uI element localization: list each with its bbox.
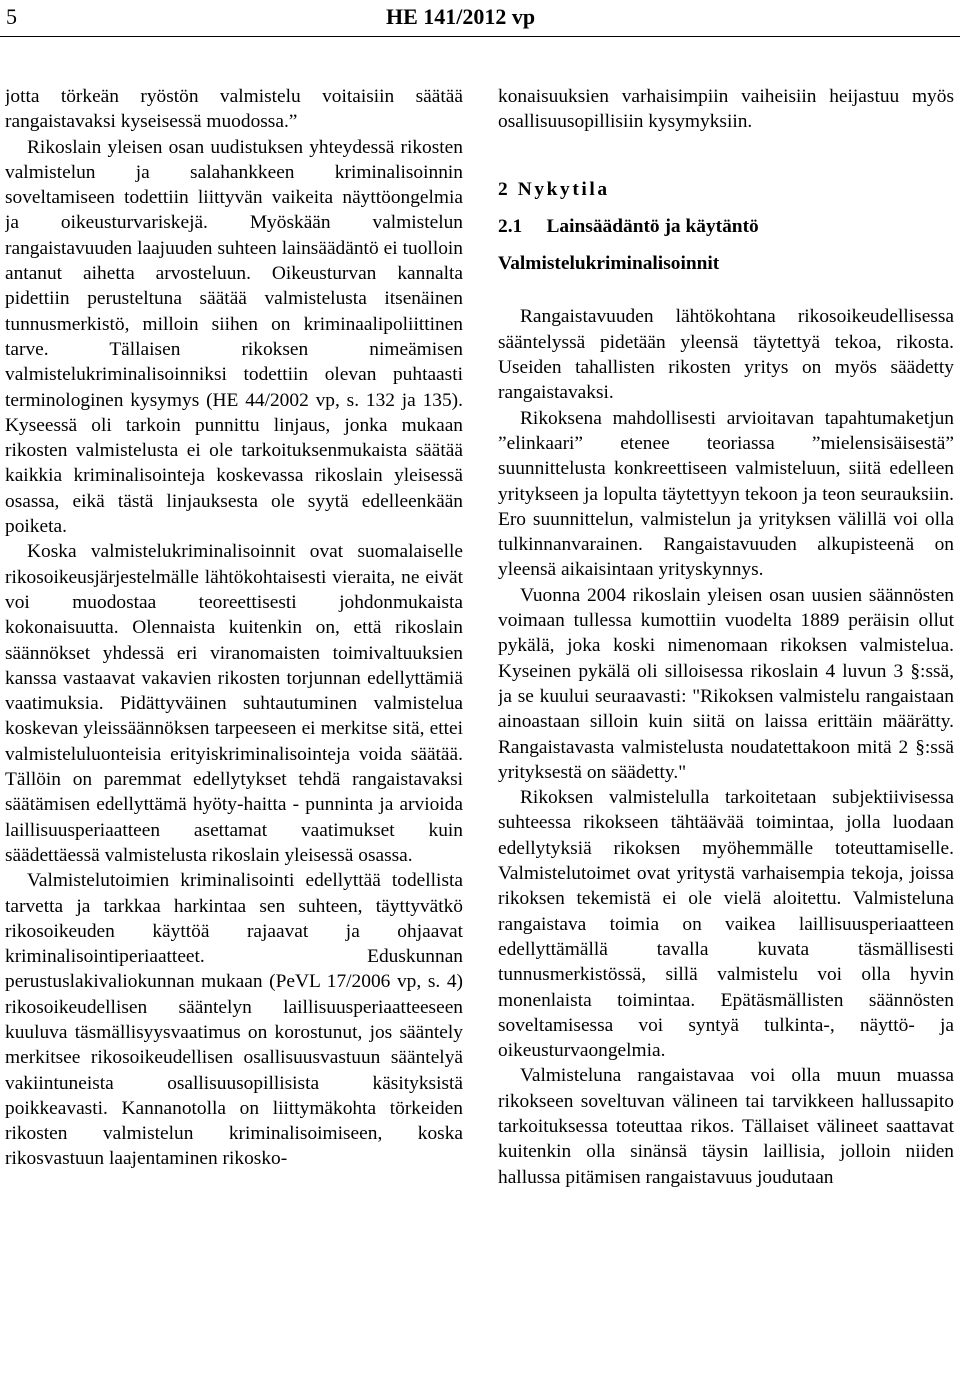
paragraph: jotta törkeän ryöstön valmistelu voitaisiin säätää rangaistavaksi kyseisessä muodossa.” — [5, 86, 463, 133]
paragraph: Valmistelutoimien kriminalisointi edellyttää todellista tarvetta ja tarkkaa harkintaa sen suhteen, täyttyvätkö rikosoikeuden käyttöä rajaavat ja ohjaavat kriminalisointiperiaatteet. Eduskunnan perustuslakivaliokunnan mukaan (PeVL 17/2006 vp, s. 4) rikosoikeudellisen sääntelyn laillisuusperiaatteeseen kuuluva täsmällisyysvaatimus on korostunut, jos sääntely merkitsee rikosoikeudellisen osallisuusvastuun sääntelyä vakiintuneista osallisuusopillisista käsityksistä poikkeavasti. Kannanotolla on liittymäkohta törkeiden rikosten valmistelun kriminalisoimiseen, koska rikosvastuun laajentaminen rikosko- — [5, 870, 463, 1170]
paragraph: Vuonna 2004 rikoslain yleisen osan uusien säännösten voimaan tullessa kumottiin vuodelta 1889 peräisin ollut pykälä, joka koski nimenomaan rikoksen valmistelua. Kyseinen pykälä oli silloisessa rikoslain 4 luvun 3 §:ssä, ja se kuului seuraavasti: "Rikoksen valmistelu rangaistaan ainoastaan silloin kuin siitä on laissa erittäin määrätty. Rangaistavasta valmistelusta noudatettakoon mitä 2 §:ssä yrityksestä on säädetty." — [498, 584, 954, 783]
paragraph-continuation: konaisuuksien varhaisimpiin vaiheisiin heijastuu myös osallisuusopillisiin kysymyksiin. — [498, 86, 954, 133]
paragraph: Koska valmistelukriminalisoinnit ovat suomalaiselle rikosoikeusjärjestelmälle lähtökohtaisesti vieraita, ne eivät voi muodostaa teoreettisesti johdonmukaista kokonaisuutta. Olennaista kuitenkin on, että rikoslain säännökset yhdessä eri viranomaisten toimivaltuuksien kanssa vastaavat vakavien rikosten torjunnan edellyttämiä vaatimuksia. Pidättyväinen suhtautuminen valmistelua koskevan yleissäännöksen tarpeeseen ei merkitse sitä, ettei valmisteluluonteisia erityiskriminalisointeja voida säätää. Tällöin on paremmat edellytykset tehdä rangaistavaksi säätämisen edellyttämä hyöty-haitta - punninta ja arvioida laillisuusperiaatteen asettamat vaatimukset kuin säädettäessä valmistelusta rikoslain yleisessä osassa. — [5, 541, 463, 866]
right-column — [498, 84, 954, 1384]
paragraph: Rikoslain yleisen osan uudistuksen yhteydessä rikosten valmistelun ja salahankkeen kriminalisoinnin soveltamiseen todettiin liittyvän vaikeita näyttöongelmia ja oikeusturvariskejä. Myöskään valmistelun rangaistavuuden laajuuden suhteen lainsäädäntö ei tuolloin antanut aihetta arvosteluun. Oikeusturvan kannalta pidettiin perusteltuna säätää valmistelusta itsenäinen tunnusmerkistö, milloin siihen on kriminaalipoliittinen tarve. Tällaisen rikoksen nimeämisen valmistelukriminalisoinniksi todettiin olevan puhtaasti terminologinen kysymys (HE 44/2002 vp, s. 132 ja 135). Kyseessä oli tarkoin punnittu linjaus, jonka mukaan rikosten valmistelusta ei ole tarkoituksenmukaista säätää kaikkia kriminalisointeja koskevassa rikoslain yleisessä osassa, eikä tästä linjauksesta ole syytä edelleenkään poiketa. — [5, 136, 463, 538]
paragraph: Rikoksena mahdollisesti arvioitavan tapahtumaketjun ”elinkaari” etenee teoriassa ”mielensisäisestä” suunnittelusta konkreettiseen valmisteluun, siitä edelleen yritykseen ja lopulta täytettyyn tekoon ja teon seurauksiin. Ero suunnittelun, valmistelun ja yrityksen välillä voi olla tulkinnanvarainen. Rangaistavuuden alkupisteenä on yleensä aikaisintaan yrityskynnys. — [498, 407, 954, 581]
subsection-heading: 2.1 Lainsäädäntö ja käytäntö — [498, 215, 759, 237]
sub-title: Valmistelukriminalisoinnit — [498, 253, 720, 275]
section-heading: 2 Nykytila — [498, 178, 610, 200]
left-column — [5, 84, 463, 1384]
paragraph: Rikoksen valmistelulla tarkoitetaan subjektiivisessa suhteessa rikokseen tähtäävää toimintaa, jolla luodaan edellytyksiä rikoksen myöhemmälle toteuttamiselle. Valmistelutoimet ovat yritystä varhaisempia tekoja, joissa rikoksen tekemistä ei ole vielä aloitettu. Valmisteluna rangaistava toimia on vaikea laillisuusperiaatteen edellyttämällä tavalla kuvata täsmällisesti tunnusmerkistössä, sillä valmistelu voi olla hyvin monenlaista toimintaa. Epätäsmällisten säännösten soveltamisessa voi syntyä tulkinta-, näyttö- ja oikeusturvaongelmia. — [498, 787, 954, 1062]
page-header — [0, 0, 960, 34]
paragraph: Rangaistavuuden lähtökohtana rikosoikeudellisessa sääntelyssä pidetään yleensä täytettyä tekoa, rikosta. Useiden tahallisten rikosten yritys on myös säädetty rangaistavaksi. — [498, 306, 954, 404]
document-id: HE 141/2012 vp — [386, 4, 536, 29]
page-number: 5 — [6, 4, 17, 29]
paragraph: Valmisteluna rangaistavaa voi olla muun muassa rikokseen soveltuvan välineen tai tarvikkeen hallussapito tarkoituksessa toteuttaa rikos. Tällaiset välineet saattavat kuitenkin olla sinänsä täysin laillisia, jolloin niiden hallussa pitämisen rangaistavuus joudutaan — [498, 1065, 954, 1188]
header-rule — [0, 36, 960, 37]
